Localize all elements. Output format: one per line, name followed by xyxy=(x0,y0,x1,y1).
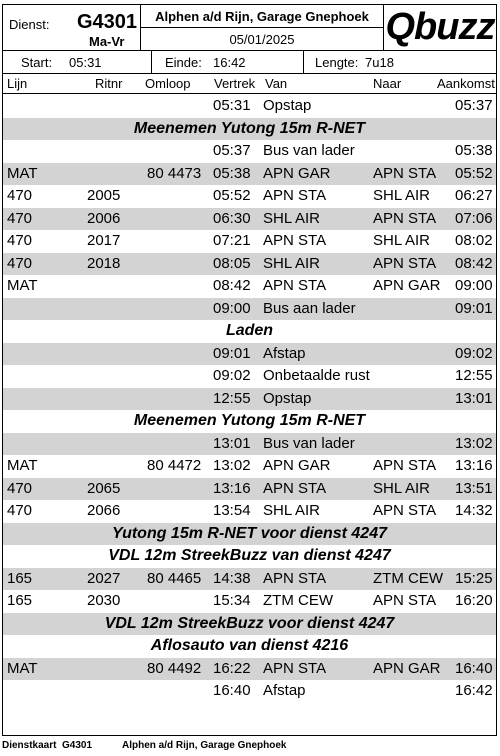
section-title-row xyxy=(3,523,496,546)
cell-aankomst: 14:32 xyxy=(455,502,493,519)
cell-van: SHL AIR xyxy=(263,209,320,227)
cell-aankomst: 15:25 xyxy=(455,569,493,587)
cell-van: Bus van lader xyxy=(263,142,355,159)
cell-aankomst: 06:27 xyxy=(455,187,493,204)
cell-vertrek: 13:01 xyxy=(213,434,251,452)
cell-lijn: 470 xyxy=(7,209,33,227)
cell-omloop: 80 4492 xyxy=(147,659,202,677)
cell-lijn: 470 xyxy=(7,187,33,204)
cell-aankomst: 07:06 xyxy=(455,209,493,227)
duty-label: Dienst: xyxy=(9,17,50,32)
trip-row xyxy=(3,568,496,591)
trip-row xyxy=(3,365,496,388)
column-header-omloop: Omloop xyxy=(145,76,191,91)
cell-lijn: MAT xyxy=(7,659,38,677)
cell-aankomst: 05:37 xyxy=(455,97,493,114)
cell-vertrek: 16:22 xyxy=(213,659,251,677)
cell-lijn: 165 xyxy=(7,569,33,587)
cell-van: ZTM CEW xyxy=(263,592,333,609)
cell-vertrek: 09:01 xyxy=(213,344,251,362)
section-title: Laden xyxy=(225,322,274,339)
cell-van: APN STA xyxy=(263,232,327,249)
duty-code: G4301 xyxy=(77,11,138,33)
column-header-vertrek: Vertrek xyxy=(214,76,256,91)
footer-code: G4301 xyxy=(62,740,93,751)
section-title: Meenemen Yutong 15m R-NET xyxy=(133,412,366,429)
cell-omloop: 80 4465 xyxy=(147,569,202,587)
qbuzz-logo: Qbuzz xyxy=(385,6,495,48)
cell-van: APN STA xyxy=(263,569,327,587)
cell-van: APN GAR xyxy=(263,457,331,474)
column-header-aankomst: Aankomst xyxy=(437,76,495,91)
cell-aankomst: 05:38 xyxy=(455,142,493,159)
cell-naar: SHL AIR xyxy=(373,232,430,249)
cell-ritnr: 2018 xyxy=(87,254,121,272)
trip-row xyxy=(3,298,496,321)
cell-vertrek: 12:55 xyxy=(213,389,251,407)
footer-label: Dienstkaart xyxy=(2,740,57,751)
cell-vertrek: 13:54 xyxy=(213,502,251,519)
trip-table xyxy=(3,95,496,703)
cell-ritnr: 2065 xyxy=(87,479,121,497)
cell-naar: APN STA xyxy=(373,592,437,609)
trip-row xyxy=(3,163,496,186)
duty-id-box xyxy=(3,5,141,51)
duty-date: 05/01/2025 xyxy=(229,32,295,47)
column-header-van: Van xyxy=(265,76,288,91)
cell-vertrek: 16:40 xyxy=(213,682,251,699)
cell-aankomst: 13:16 xyxy=(455,457,493,474)
duty-card xyxy=(2,4,497,736)
trip-row xyxy=(3,388,496,411)
section-title: Aflosauto van dienst 4216 xyxy=(150,637,349,654)
cell-omloop: 80 4473 xyxy=(147,164,202,182)
section-title: VDL 12m StreekBuzz van dienst 4247 xyxy=(108,547,391,564)
cell-naar: APN GAR xyxy=(373,277,441,294)
trip-row xyxy=(3,500,496,523)
divider xyxy=(303,51,304,73)
trip-row xyxy=(3,658,496,681)
cell-aankomst: 16:42 xyxy=(455,682,493,699)
cell-vertrek: 09:00 xyxy=(213,299,251,317)
column-header-naar: Naar xyxy=(373,76,402,91)
divider xyxy=(151,51,152,73)
cell-van: Bus aan lader xyxy=(263,299,356,317)
cell-naar: SHL AIR xyxy=(373,479,430,497)
column-header-row xyxy=(3,74,496,94)
column-header-ritnr: Ritnr xyxy=(95,76,123,91)
cell-van: APN STA xyxy=(263,277,327,294)
cell-ritnr: 2030 xyxy=(87,592,121,609)
section-title-row xyxy=(3,118,496,141)
cell-vertrek: 05:37 xyxy=(213,142,251,159)
cell-lijn: MAT xyxy=(7,457,38,474)
cell-aankomst: 09:02 xyxy=(455,344,493,362)
section-title-row xyxy=(3,410,496,433)
end-value: 16:42 xyxy=(213,55,246,70)
cell-aankomst: 08:02 xyxy=(455,232,493,249)
cell-naar: APN STA xyxy=(373,457,437,474)
start-label: Start: xyxy=(21,55,53,70)
cell-van: Opstap xyxy=(263,389,312,407)
cell-ritnr: 2005 xyxy=(87,187,121,204)
cell-vertrek: 13:16 xyxy=(213,479,251,497)
section-title: Yutong 15m R-NET voor dienst 4247 xyxy=(111,524,387,542)
length-label: Lengte: xyxy=(315,55,359,70)
cell-van: Onbetaalde rust xyxy=(263,367,370,384)
section-title-row xyxy=(3,635,496,658)
cell-naar: APN STA xyxy=(373,209,437,227)
trip-row xyxy=(3,208,496,231)
cell-vertrek: 05:31 xyxy=(213,97,251,114)
cell-vertrek: 15:34 xyxy=(213,592,251,609)
trip-row xyxy=(3,140,496,163)
cell-van: APN STA xyxy=(263,187,327,204)
section-title: Meenemen Yutong 15m R-NET xyxy=(133,119,366,137)
trip-row xyxy=(3,275,496,298)
cell-vertrek: 08:42 xyxy=(213,277,251,294)
length-value: 7u18 xyxy=(365,55,394,70)
trip-row xyxy=(3,343,496,366)
cell-van: Opstap xyxy=(263,97,312,114)
cell-lijn: 470 xyxy=(7,479,33,497)
cell-naar: SHL AIR xyxy=(373,187,430,204)
trip-row xyxy=(3,185,496,208)
trip-row xyxy=(3,230,496,253)
cell-vertrek: 05:38 xyxy=(213,164,251,182)
time-info-row xyxy=(3,51,496,74)
cell-vertrek: 05:52 xyxy=(213,187,251,204)
cell-ritnr: 2027 xyxy=(87,569,121,587)
garage-location: Alphen a/d Rijn, Garage Gnephoek xyxy=(155,9,369,24)
cell-naar: APN STA xyxy=(373,502,437,519)
trip-row xyxy=(3,95,496,118)
cell-van: SHL AIR xyxy=(263,502,320,519)
footer-location: Alphen a/d Rijn, Garage Gnephoek xyxy=(122,740,287,751)
cell-aankomst: 13:02 xyxy=(455,434,493,452)
cell-vertrek: 13:02 xyxy=(213,457,251,474)
cell-lijn: 470 xyxy=(7,254,33,272)
cell-vertrek: 06:30 xyxy=(213,209,251,227)
location-box xyxy=(141,5,384,51)
column-header-lijn: Lijn xyxy=(7,76,28,91)
cell-van: APN STA xyxy=(263,479,327,497)
cell-naar: ZTM CEW xyxy=(373,569,443,587)
divider xyxy=(141,27,383,28)
cell-vertrek: 07:21 xyxy=(213,232,251,249)
cell-lijn: MAT xyxy=(7,164,38,182)
cell-naar: APN GAR xyxy=(373,659,441,677)
cell-aankomst: 08:42 xyxy=(455,254,493,272)
cell-van: APN GAR xyxy=(263,164,331,182)
cell-lijn: 470 xyxy=(7,502,33,519)
section-title-row xyxy=(3,320,496,343)
section-title: VDL 12m StreekBuzz voor dienst 4247 xyxy=(104,614,395,632)
cell-van: Bus van lader xyxy=(263,434,355,452)
section-title-row xyxy=(3,613,496,636)
cell-omloop: 80 4472 xyxy=(147,457,202,474)
trip-row xyxy=(3,253,496,276)
cell-naar: APN STA xyxy=(373,254,437,272)
cell-aankomst: 09:01 xyxy=(455,299,493,317)
cell-aankomst: 09:00 xyxy=(455,277,493,294)
cell-ritnr: 2017 xyxy=(87,232,121,249)
section-title-row xyxy=(3,545,496,568)
duty-days: Ma-Vr xyxy=(89,34,125,49)
cell-lijn: MAT xyxy=(7,277,38,294)
logo-box xyxy=(384,5,496,51)
cell-van: Afstap xyxy=(263,682,306,699)
cell-aankomst: 12:55 xyxy=(455,367,493,384)
cell-aankomst: 05:52 xyxy=(455,164,493,182)
end-label: Einde: xyxy=(165,55,202,70)
cell-lijn: 470 xyxy=(7,232,33,249)
cell-naar: APN STA xyxy=(373,164,437,182)
cell-lijn: 165 xyxy=(7,592,33,609)
cell-van: SHL AIR xyxy=(263,254,320,272)
cell-aankomst: 16:20 xyxy=(455,592,493,609)
cell-vertrek: 14:38 xyxy=(213,569,251,587)
cell-vertrek: 08:05 xyxy=(213,254,251,272)
trip-row xyxy=(3,590,496,613)
trip-row xyxy=(3,455,496,478)
trip-row xyxy=(3,433,496,456)
cell-aankomst: 13:01 xyxy=(455,389,493,407)
start-value: 05:31 xyxy=(69,55,102,70)
cell-ritnr: 2006 xyxy=(87,209,121,227)
cell-van: Afstap xyxy=(263,344,306,362)
cell-vertrek: 09:02 xyxy=(213,367,251,384)
trip-row xyxy=(3,680,496,703)
trip-row xyxy=(3,478,496,501)
cell-aankomst: 13:51 xyxy=(455,479,493,497)
cell-ritnr: 2066 xyxy=(87,502,121,519)
cell-van: APN STA xyxy=(263,659,327,677)
cell-aankomst: 16:40 xyxy=(455,659,493,677)
